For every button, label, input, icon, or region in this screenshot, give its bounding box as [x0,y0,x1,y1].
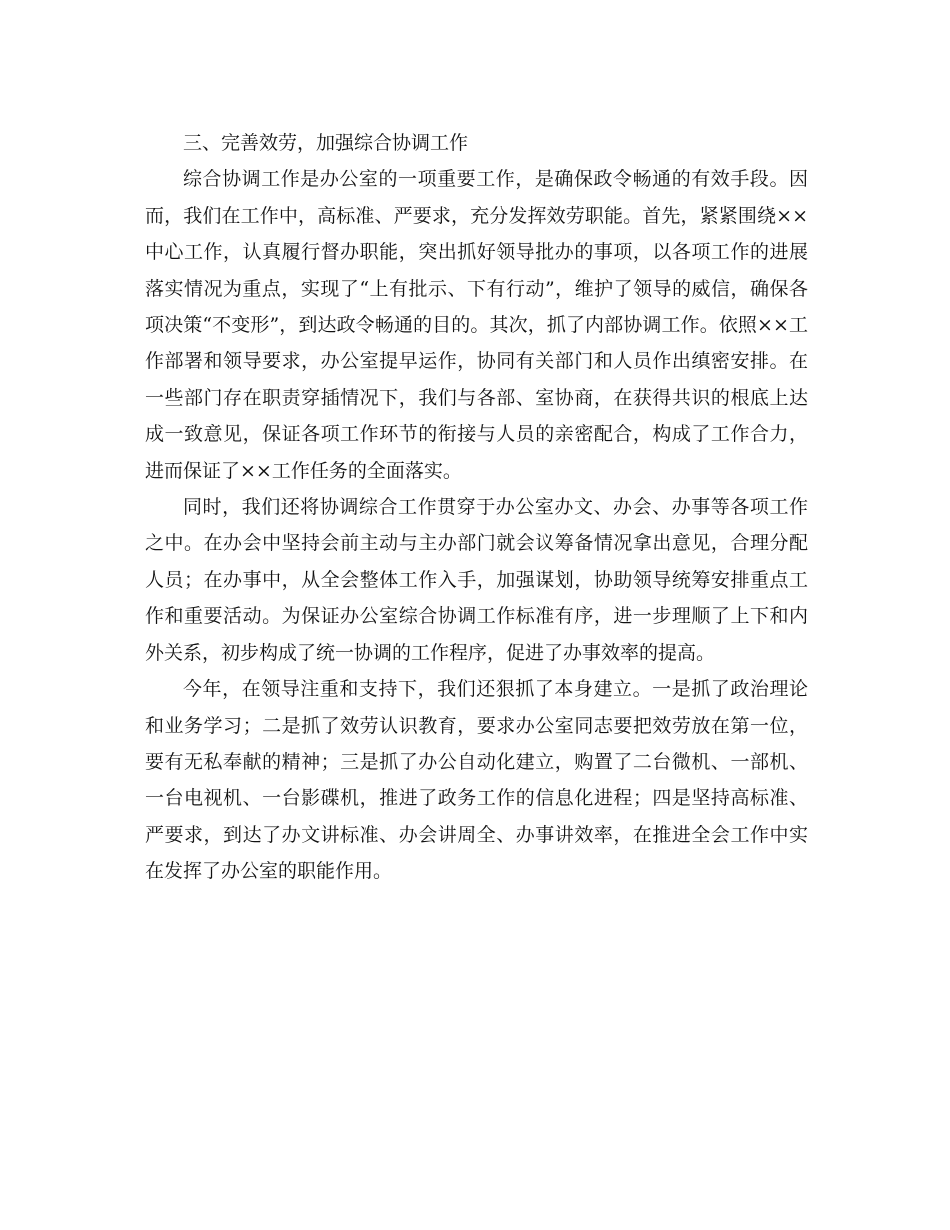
document-body [145,125,808,890]
paragraph-self-building: 今年，在领导注重和支持下，我们还狠抓了本身建立。一是抓了政治理论和业务学习；二是抓了效劳认识教育，要求办公室同志要把效劳放在第一位，要有无私奉献的精神；三是抓了办公自动化建立，购置了二台微机、一部机、一台电视机、一台影碟机，推进了政务工作的信息化进程；四是坚持高标准、严要求，到达了办文讲标准、办会讲周全、办事讲效率，在推进全会工作中实在发挥了办公室的职能作用。 [145,678,808,883]
paragraph-coordination: 综合协调工作是办公室的一项重要工作，是确保政令畅通的有效手段。因而，我们在工作中，高标准、严要求，充分发挥效劳职能。首先，紧紧围绕××中心工作，认真履行督办职能，突出抓好领导批办的事项，以各项工作的进展落实情况为重点，实现了“上有批示、下有行动”，维护了领导的威信，确保各项决策“不变形”，到达政令畅通的目的。其次，抓了内部协调工作。依照××工作部署和领导要求，办公室提早运作，协同有关部门和人员作出缜密安排。在一些部门存在职责穿插情况下，我们与各部、室协商，在获得共识的根底上达成一致意见，保证各项工作环节的衔接与人员的亲密配合，构成了工作合力，进而保证了××工作任务的全面落实。 [145,168,808,482]
paragraph-integration: 同时，我们还将协调综合工作贯穿于办公室办文、办会、办事等各项工作之中。在办会中坚持会前主动与主办部门就会议筹备情况拿出意见，合理分配人员；在办事中，从全会整体工作入手，加强谋划，协助领导统筹安排重点工作和重要活动。为保证办公室综合协调工作标准有序，进一步理顺了上下和内外关系，初步构成了统一协调的工作程序，促进了办事效率的提高。 [145,496,808,664]
section-heading: 三、完善效劳，加强综合协调工作 [183,132,469,154]
